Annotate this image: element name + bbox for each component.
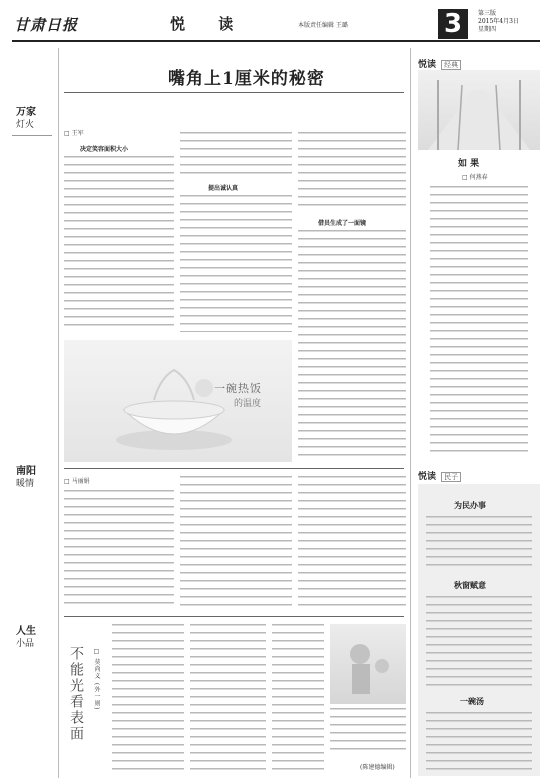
sidebar-tag-minzi-sub: 民子 xyxy=(441,472,461,482)
life-body-col3 xyxy=(272,624,324,772)
article-body-col2 xyxy=(180,195,292,332)
life-photo xyxy=(330,624,406,704)
sidebar-tag-jingdian-main: 悦读 xyxy=(418,60,437,70)
box2-body xyxy=(426,596,532,686)
section-label-wanjia-line2: 灯火 xyxy=(16,120,35,130)
nanyang-body-col2 xyxy=(180,476,292,610)
section-label-rensheng xyxy=(16,626,36,650)
poem-body xyxy=(430,186,528,454)
sidebar-tag-jingdian xyxy=(418,52,540,70)
tree-illustration xyxy=(418,70,540,150)
nanyang-author: □ 马丽娟 xyxy=(64,478,90,485)
photo-caption-main: 一碗热饭 xyxy=(214,382,262,395)
box2-title: 秋窗赋意 xyxy=(454,580,486,590)
newspaper-logo: 甘肃日报 xyxy=(14,16,79,34)
issue-date-block xyxy=(478,10,519,34)
tree-road-photo xyxy=(418,70,540,150)
section-rule-3 xyxy=(64,616,404,617)
box1-body xyxy=(426,516,532,572)
article-body-col2-top xyxy=(180,132,292,178)
section-label-nanyang-line1: 南阳 xyxy=(16,466,36,477)
photo-caption-sub: 的温度 xyxy=(234,399,262,409)
section-label-wanjia-line1: 万家 xyxy=(16,107,36,118)
article-body-col3 xyxy=(298,230,406,460)
article-body-col3-top xyxy=(298,132,406,212)
life-photo-figure xyxy=(330,624,406,704)
edition-label: 第三版 xyxy=(478,10,497,17)
page-number-badge: 3 xyxy=(438,9,468,39)
sidebar-tag-minzi-main: 悦读 xyxy=(418,472,437,482)
life-body-col1 xyxy=(112,624,184,772)
nanyang-body-col1 xyxy=(64,490,174,610)
section-label-wanjia xyxy=(16,107,36,131)
column-divider-right xyxy=(410,48,411,778)
section-label-nanyang xyxy=(16,466,36,490)
column-divider-left xyxy=(58,48,59,778)
page-section-title: 悦 读 xyxy=(170,15,248,33)
section-label-rensheng-line2: 小品 xyxy=(16,639,35,649)
poem-title: 如 果 xyxy=(458,159,480,169)
left-rule-1 xyxy=(12,135,52,136)
box3-body xyxy=(426,712,532,770)
box1-title: 为民办事 xyxy=(454,500,486,510)
article-subhead-2: 提出诚认真 xyxy=(208,185,239,192)
life-body-col2 xyxy=(190,624,266,772)
box3-title: 一碗汤 xyxy=(460,696,484,706)
section-label-rensheng-line1: 人生 xyxy=(16,626,36,637)
issue-date: 2015年4月3日 xyxy=(478,18,519,25)
editor-credit: 本版责任编辑 王璐 xyxy=(298,22,348,29)
headline-rule xyxy=(64,92,404,93)
bowl-photo xyxy=(64,340,292,462)
article-author: □ 王军 xyxy=(64,130,84,137)
article-headline: 嘴角上1厘米的秘密 xyxy=(168,69,325,89)
section-rule-2 xyxy=(64,468,404,469)
life-vertical-title: 不能光看表面 xyxy=(68,646,84,742)
sidebar-gray-panel xyxy=(418,484,540,776)
masthead-rule xyxy=(12,40,540,42)
sidebar-tag-minzi xyxy=(418,464,540,482)
sidebar-tag-jingdian-sub: 经典 xyxy=(441,60,461,70)
article-body-col1 xyxy=(64,156,174,332)
poem-author: □ 何燕春 xyxy=(462,174,488,181)
life-body-col4 xyxy=(330,708,406,756)
life-signature: (陈建德编辑) xyxy=(360,764,395,771)
section-label-nanyang-line2: 暖情 xyxy=(16,479,35,489)
article-subhead-1: 决定笑容面积大小 xyxy=(80,146,129,153)
nanyang-body-col3 xyxy=(298,476,406,610)
article-subhead-3: 借员生成了一面镜 xyxy=(318,220,367,227)
life-author: □ 莫尚义 (外一则) xyxy=(93,648,100,711)
issue-weekday: 星期四 xyxy=(478,26,497,33)
